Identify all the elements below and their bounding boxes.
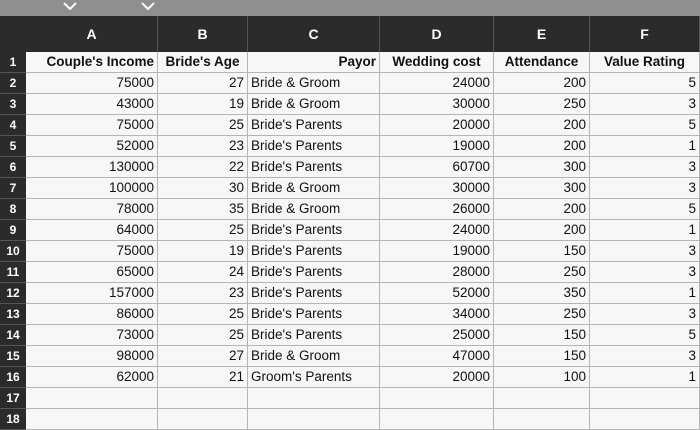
table-row [26,220,700,241]
cell-a15[interactable]: 98000 [26,346,158,367]
cell-f17[interactable] [590,388,700,409]
cell-b8[interactable]: 35 [158,199,248,220]
cell-a5[interactable]: 52000 [26,136,158,157]
cell-c12[interactable]: Bride's Parents [248,283,380,304]
row-header[interactable]: 13 [0,304,26,325]
chevron-down-icon[interactable] [62,1,78,11]
cell-f13[interactable]: 3 [590,304,700,325]
cell-f5[interactable]: 1 [590,136,700,157]
cell-b9[interactable]: 25 [158,220,248,241]
row-header[interactable]: 14 [0,325,26,346]
cell-a16[interactable]: 62000 [26,367,158,388]
cell-c17[interactable] [248,388,380,409]
cell-e5[interactable]: 200 [494,136,590,157]
cell-a4[interactable]: 75000 [26,115,158,136]
cell-c8[interactable]: Bride & Groom [248,199,380,220]
row-header[interactable]: 5 [0,136,26,157]
cell-c15[interactable]: Bride & Groom [248,346,380,367]
row-header[interactable]: 18 [0,409,26,430]
cell-d1[interactable]: Wedding cost [380,52,494,73]
table-row [26,241,700,262]
cell-a8[interactable]: 78000 [26,199,158,220]
cell-d4[interactable]: 20000 [380,115,494,136]
cell-e11[interactable]: 250 [494,262,590,283]
cell-b6[interactable]: 22 [158,157,248,178]
cell-e1[interactable]: Attendance [494,52,590,73]
table-row [26,304,700,325]
cell-a13[interactable]: 86000 [26,304,158,325]
cell-b1[interactable]: Bride's Age [158,52,248,73]
cell-a2[interactable]: 75000 [26,73,158,94]
cell-f4[interactable]: 5 [590,115,700,136]
cell-c4[interactable]: Bride's Parents [248,115,380,136]
cell-c9[interactable]: Bride's Parents [248,220,380,241]
table-row [26,115,700,136]
table-row [26,178,700,199]
cell-c14[interactable]: Bride's Parents [248,325,380,346]
cell-a12[interactable]: 157000 [26,283,158,304]
cell-a11[interactable]: 65000 [26,262,158,283]
cell-d14[interactable]: 25000 [380,325,494,346]
cell-a18[interactable] [26,409,158,430]
cell-b14[interactable]: 25 [158,325,248,346]
cell-b10[interactable]: 19 [158,241,248,262]
cell-e2[interactable]: 200 [494,73,590,94]
row-header[interactable]: 3 [0,94,26,115]
cell-d2[interactable]: 24000 [380,73,494,94]
row-header[interactable]: 15 [0,346,26,367]
cell-f12[interactable]: 1 [590,283,700,304]
chevron-down-icon[interactable] [140,1,156,11]
cell-a6[interactable]: 130000 [26,157,158,178]
column-header-c[interactable]: C [248,16,380,52]
row-header[interactable]: 11 [0,262,26,283]
table-row [26,136,700,157]
cell-b15[interactable]: 27 [158,346,248,367]
cell-e6[interactable]: 300 [494,157,590,178]
cell-f7[interactable]: 3 [590,178,700,199]
cell-f1[interactable]: Value Rating [590,52,700,73]
cell-f10[interactable]: 3 [590,241,700,262]
header-row [26,52,700,73]
table-row [26,283,700,304]
cell-d16[interactable]: 20000 [380,367,494,388]
cell-d18[interactable] [380,409,494,430]
cell-d12[interactable]: 52000 [380,283,494,304]
cell-b2[interactable]: 27 [158,73,248,94]
table-row [26,409,700,430]
row-header[interactable]: 10 [0,241,26,262]
row-header[interactable]: 7 [0,178,26,199]
cell-a7[interactable]: 100000 [26,178,158,199]
cell-e4[interactable]: 200 [494,115,590,136]
cell-d9[interactable]: 24000 [380,220,494,241]
cell-c11[interactable]: Bride's Parents [248,262,380,283]
cell-b13[interactable]: 25 [158,304,248,325]
cell-c13[interactable]: Bride's Parents [248,304,380,325]
cell-d17[interactable] [380,388,494,409]
cell-d8[interactable]: 26000 [380,199,494,220]
cell-f8[interactable]: 5 [590,199,700,220]
cell-c5[interactable]: Bride's Parents [248,136,380,157]
cell-a1[interactable]: Couple's Income [26,52,158,73]
row-header[interactable]: 9 [0,220,26,241]
cell-c1[interactable]: Payor [248,52,380,73]
cell-f16[interactable]: 1 [590,367,700,388]
column-headers [26,16,700,52]
row-header[interactable]: 16 [0,367,26,388]
row-headers [0,52,26,430]
cell-d3[interactable]: 30000 [380,94,494,115]
cell-e7[interactable]: 300 [494,178,590,199]
cell-c6[interactable]: Bride's Parents [248,157,380,178]
cell-b7[interactable]: 30 [158,178,248,199]
cell-a17[interactable] [26,388,158,409]
cell-c2[interactable]: Bride & Groom [248,73,380,94]
toolbar-strip [0,0,700,16]
select-all-corner[interactable] [0,16,27,52]
cell-b11[interactable]: 24 [158,262,248,283]
cell-d13[interactable]: 34000 [380,304,494,325]
cell-a10[interactable]: 75000 [26,241,158,262]
column-header-a[interactable]: A [26,16,158,52]
cell-d11[interactable]: 28000 [380,262,494,283]
cell-e18[interactable] [494,409,590,430]
cell-e16[interactable]: 100 [494,367,590,388]
cell-c3[interactable]: Bride & Groom [248,94,380,115]
cell-e9[interactable]: 200 [494,220,590,241]
table-row [26,94,700,115]
cell-c10[interactable]: Bride's Parents [248,241,380,262]
cell-e10[interactable]: 150 [494,241,590,262]
column-header-d[interactable]: D [380,16,494,52]
row-header[interactable]: 6 [0,157,26,178]
cell-e12[interactable]: 350 [494,283,590,304]
table-row [26,346,700,367]
cell-b17[interactable] [158,388,248,409]
cell-b3[interactable]: 19 [158,94,248,115]
cell-a14[interactable]: 73000 [26,325,158,346]
cell-f6[interactable]: 3 [590,157,700,178]
cell-e14[interactable]: 150 [494,325,590,346]
row-header[interactable]: 1 [0,52,26,73]
cell-e3[interactable]: 250 [494,94,590,115]
table-row [26,73,700,94]
cell-d10[interactable]: 19000 [380,241,494,262]
table-row [26,262,700,283]
cell-f3[interactable]: 3 [590,94,700,115]
cell-c16[interactable]: Groom's Parents [248,367,380,388]
row-header[interactable]: 17 [0,388,26,409]
table-row [26,325,700,346]
row-header[interactable]: 12 [0,283,26,304]
table-row [26,199,700,220]
cell-f11[interactable]: 3 [590,262,700,283]
cell-b4[interactable]: 25 [158,115,248,136]
cell-grid [26,52,700,430]
column-header-b[interactable]: B [158,16,248,52]
cell-b18[interactable] [158,409,248,430]
column-header-f[interactable]: F [590,16,700,52]
row-header[interactable]: 4 [0,115,26,136]
cell-d15[interactable]: 47000 [380,346,494,367]
row-header[interactable]: 2 [0,73,26,94]
cell-d5[interactable]: 19000 [380,136,494,157]
cell-f15[interactable]: 3 [590,346,700,367]
cell-e17[interactable] [494,388,590,409]
cell-d7[interactable]: 30000 [380,178,494,199]
cell-c18[interactable] [248,409,380,430]
row-header[interactable]: 8 [0,199,26,220]
cell-b5[interactable]: 23 [158,136,248,157]
cell-e15[interactable]: 150 [494,346,590,367]
table-row [26,157,700,178]
cell-f2[interactable]: 5 [590,73,700,94]
cell-f18[interactable] [590,409,700,430]
cell-a9[interactable]: 64000 [26,220,158,241]
cell-b16[interactable]: 21 [158,367,248,388]
table-row [26,388,700,409]
cell-f9[interactable]: 1 [590,220,700,241]
column-header-e[interactable]: E [494,16,590,52]
table-row [26,367,700,388]
cell-e13[interactable]: 250 [494,304,590,325]
cell-d6[interactable]: 60700 [380,157,494,178]
cell-b12[interactable]: 23 [158,283,248,304]
cell-c7[interactable]: Bride & Groom [248,178,380,199]
cell-a3[interactable]: 43000 [26,94,158,115]
cell-e8[interactable]: 200 [494,199,590,220]
cell-f14[interactable]: 5 [590,325,700,346]
